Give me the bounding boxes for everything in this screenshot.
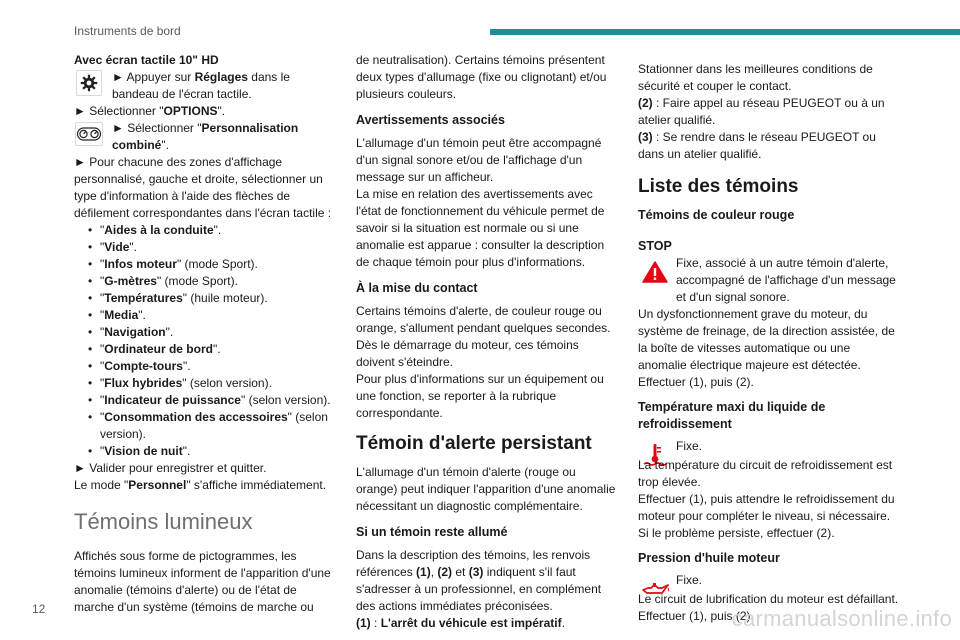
list-item: • "Flux hybrides" (selon version).: [88, 375, 336, 392]
paragraph: La mise en relation des avertissements avec l'état de fonctionnement du véhicule permet de savoir si la situation est normale ou si une anomalie est apparue : consulter la description de chaque témoin pour plus d'informations.: [356, 187, 605, 269]
header-title: Instruments de bord: [74, 24, 181, 38]
list-item: • "Consommation des accessoires" (selon version).: [88, 409, 336, 443]
heading-temoins-rouges: Témoins de couleur rouge: [638, 208, 795, 222]
paragraph: de neutralisation). Certains témoins présentent deux types d'allumage (fixe ou clignotant) et/ou plusieurs couleurs.: [356, 53, 607, 101]
paragraph: L'allumage d'un témoin d'alerte (rouge ou orange) peut indiquer l'apparition d'une anomalie nécessitant un diagnostic complémentaire.: [356, 465, 616, 513]
list-item: • "Ordinateur de bord".: [88, 341, 336, 358]
column-middle: [356, 52, 620, 632]
step-personalisation-text: ► Sélectionner "Personnalisation combiné".: [112, 121, 299, 152]
personal-mode-note: Le mode "Personnel" s'affiche immédiatement.: [74, 478, 327, 492]
paragraph: Effectuer (1), puis attendre le refroidissement du moteur pour compléter le niveau, si nécessaire.: [638, 492, 895, 523]
paragraph: Un dysfonctionnement grave du moteur, du système de freinage, de la direction assistée, de la boîte de vitesses automatique ou une anomalie électrique majeure est détectée.: [638, 307, 895, 372]
heading-liste-des-temoins: Liste des témoins: [638, 176, 799, 197]
column-right: [638, 61, 902, 625]
paragraph: (2) : Faire appel au réseau PEUGEOT ou à un atelier qualifié.: [638, 96, 885, 127]
paragraph: La température du circuit de refroidissement est trop élevée.: [638, 458, 893, 489]
warning-triangle-icon: [638, 256, 672, 288]
paragraph: Effectuer (1), puis (2).: [638, 375, 754, 389]
list-item: • "Aides à la conduite".: [88, 222, 336, 239]
heading-stop: STOP: [638, 239, 672, 253]
list-item: • "Infos moteur" (mode Sport).: [88, 256, 336, 273]
page-number: 12: [32, 602, 46, 616]
temoins-intro: Affichés sous forme de pictogrammes, les témoins lumineux informent de l'apparition d'une anomalie (témoins d'alerte) ou de l'état de marche d'un système (témoins de marche ou: [74, 549, 331, 614]
heading-temperature-liquide: Température maxi du liquide de refroidissement: [638, 400, 826, 431]
instrument-cluster-icon: [75, 122, 103, 146]
column-left: [74, 52, 336, 616]
section-title-temoins-lumineux: Témoins lumineux: [74, 509, 253, 534]
paragraph: Certains témoins d'alerte, de couleur rouge ou orange, s'allument pendant quelques secondes. Dès le démarrage du moteur, ces témoins doivent s'éteindre.: [356, 304, 611, 369]
temp-text: Fixe.: [676, 439, 703, 453]
paragraph: Dans la description des témoins, les renvois références (1), (2) et (3) indiquent s'il faut s'adresser à un professionnel, en complément des actions immédiates préconisées.: [356, 548, 602, 613]
display-options-list: [74, 222, 336, 460]
paragraph: (3) : Se rendre dans le réseau PEUGEOT ou dans un atelier qualifié.: [638, 130, 876, 161]
paragraph: Le circuit de lubrification du moteur est défaillant.: [638, 592, 899, 606]
heading-temoin-persistant: Témoin d'alerte persistant: [356, 433, 592, 454]
heading-temoin-reste-allume: Si un témoin reste allumé: [356, 525, 508, 539]
watermark: carmanualsonline.info: [731, 606, 952, 631]
list-item: • "Compte-tours".: [88, 358, 336, 375]
list-item: • "G-mètres" (mode Sport).: [88, 273, 336, 290]
heading-mise-du-contact: À la mise du contact: [356, 281, 478, 295]
heading-avertissements: Avertissements associés: [356, 113, 505, 127]
step-settings: [74, 69, 336, 103]
heading-pression-huile: Pression d'huile moteur: [638, 551, 780, 565]
paragraph: Si le problème persiste, effectuer (2).: [638, 526, 835, 540]
paragraph: (1) : L'arrêt du véhicule est impératif.: [356, 616, 565, 630]
header-accent-bar: [490, 29, 960, 35]
paragraph: Effectuer (1), puis (2).: [638, 609, 754, 623]
list-item: • "Températures" (huile moteur).: [88, 290, 336, 307]
list-item: • "Navigation".: [88, 324, 336, 341]
touchscreen-heading: Avec écran tactile 10" HD: [74, 53, 219, 67]
list-item: • "Vide".: [88, 239, 336, 256]
oil-text: Fixe.: [676, 573, 703, 587]
list-item: • "Media".: [88, 307, 336, 324]
paragraph: L'allumage d'un témoin peut être accompagné d'un signal sonore et/ou de l'affichage d'un message sur un afficheur.: [356, 136, 602, 184]
step-zones: ► Pour chacune des zones d'affichage personnalisé, gauche et droite, sélectionner un type d'information à l'aide des flèches de défilement correspondantes dans l'écran tactile :: [74, 155, 332, 220]
gear-icon: [76, 70, 102, 96]
step-personalisation: [74, 120, 336, 154]
step-options: ► Sélectionner "OPTIONS".: [74, 104, 226, 118]
step-settings-text: ► Appuyer sur Réglages dans le bandeau de l'écran tactile.: [112, 70, 290, 101]
stop-description: [638, 255, 902, 306]
paragraph: Pour plus d'informations sur un équipement ou une fonction, se reporter à la rubrique correspondante.: [356, 372, 604, 420]
step-validate: ► Valider pour enregistrer et quitter.: [74, 461, 267, 475]
list-item: • "Vision de nuit".: [88, 443, 336, 460]
paragraph: Stationner dans les meilleures conditions de sécurité et couper le contact.: [638, 62, 873, 93]
list-item: • "Indicateur de puissance" (selon version).: [88, 392, 336, 409]
stop-text: Fixe, associé à un autre témoin d'alerte, accompagné de l'affichage d'un message et d'un signal sonore.: [676, 256, 896, 304]
